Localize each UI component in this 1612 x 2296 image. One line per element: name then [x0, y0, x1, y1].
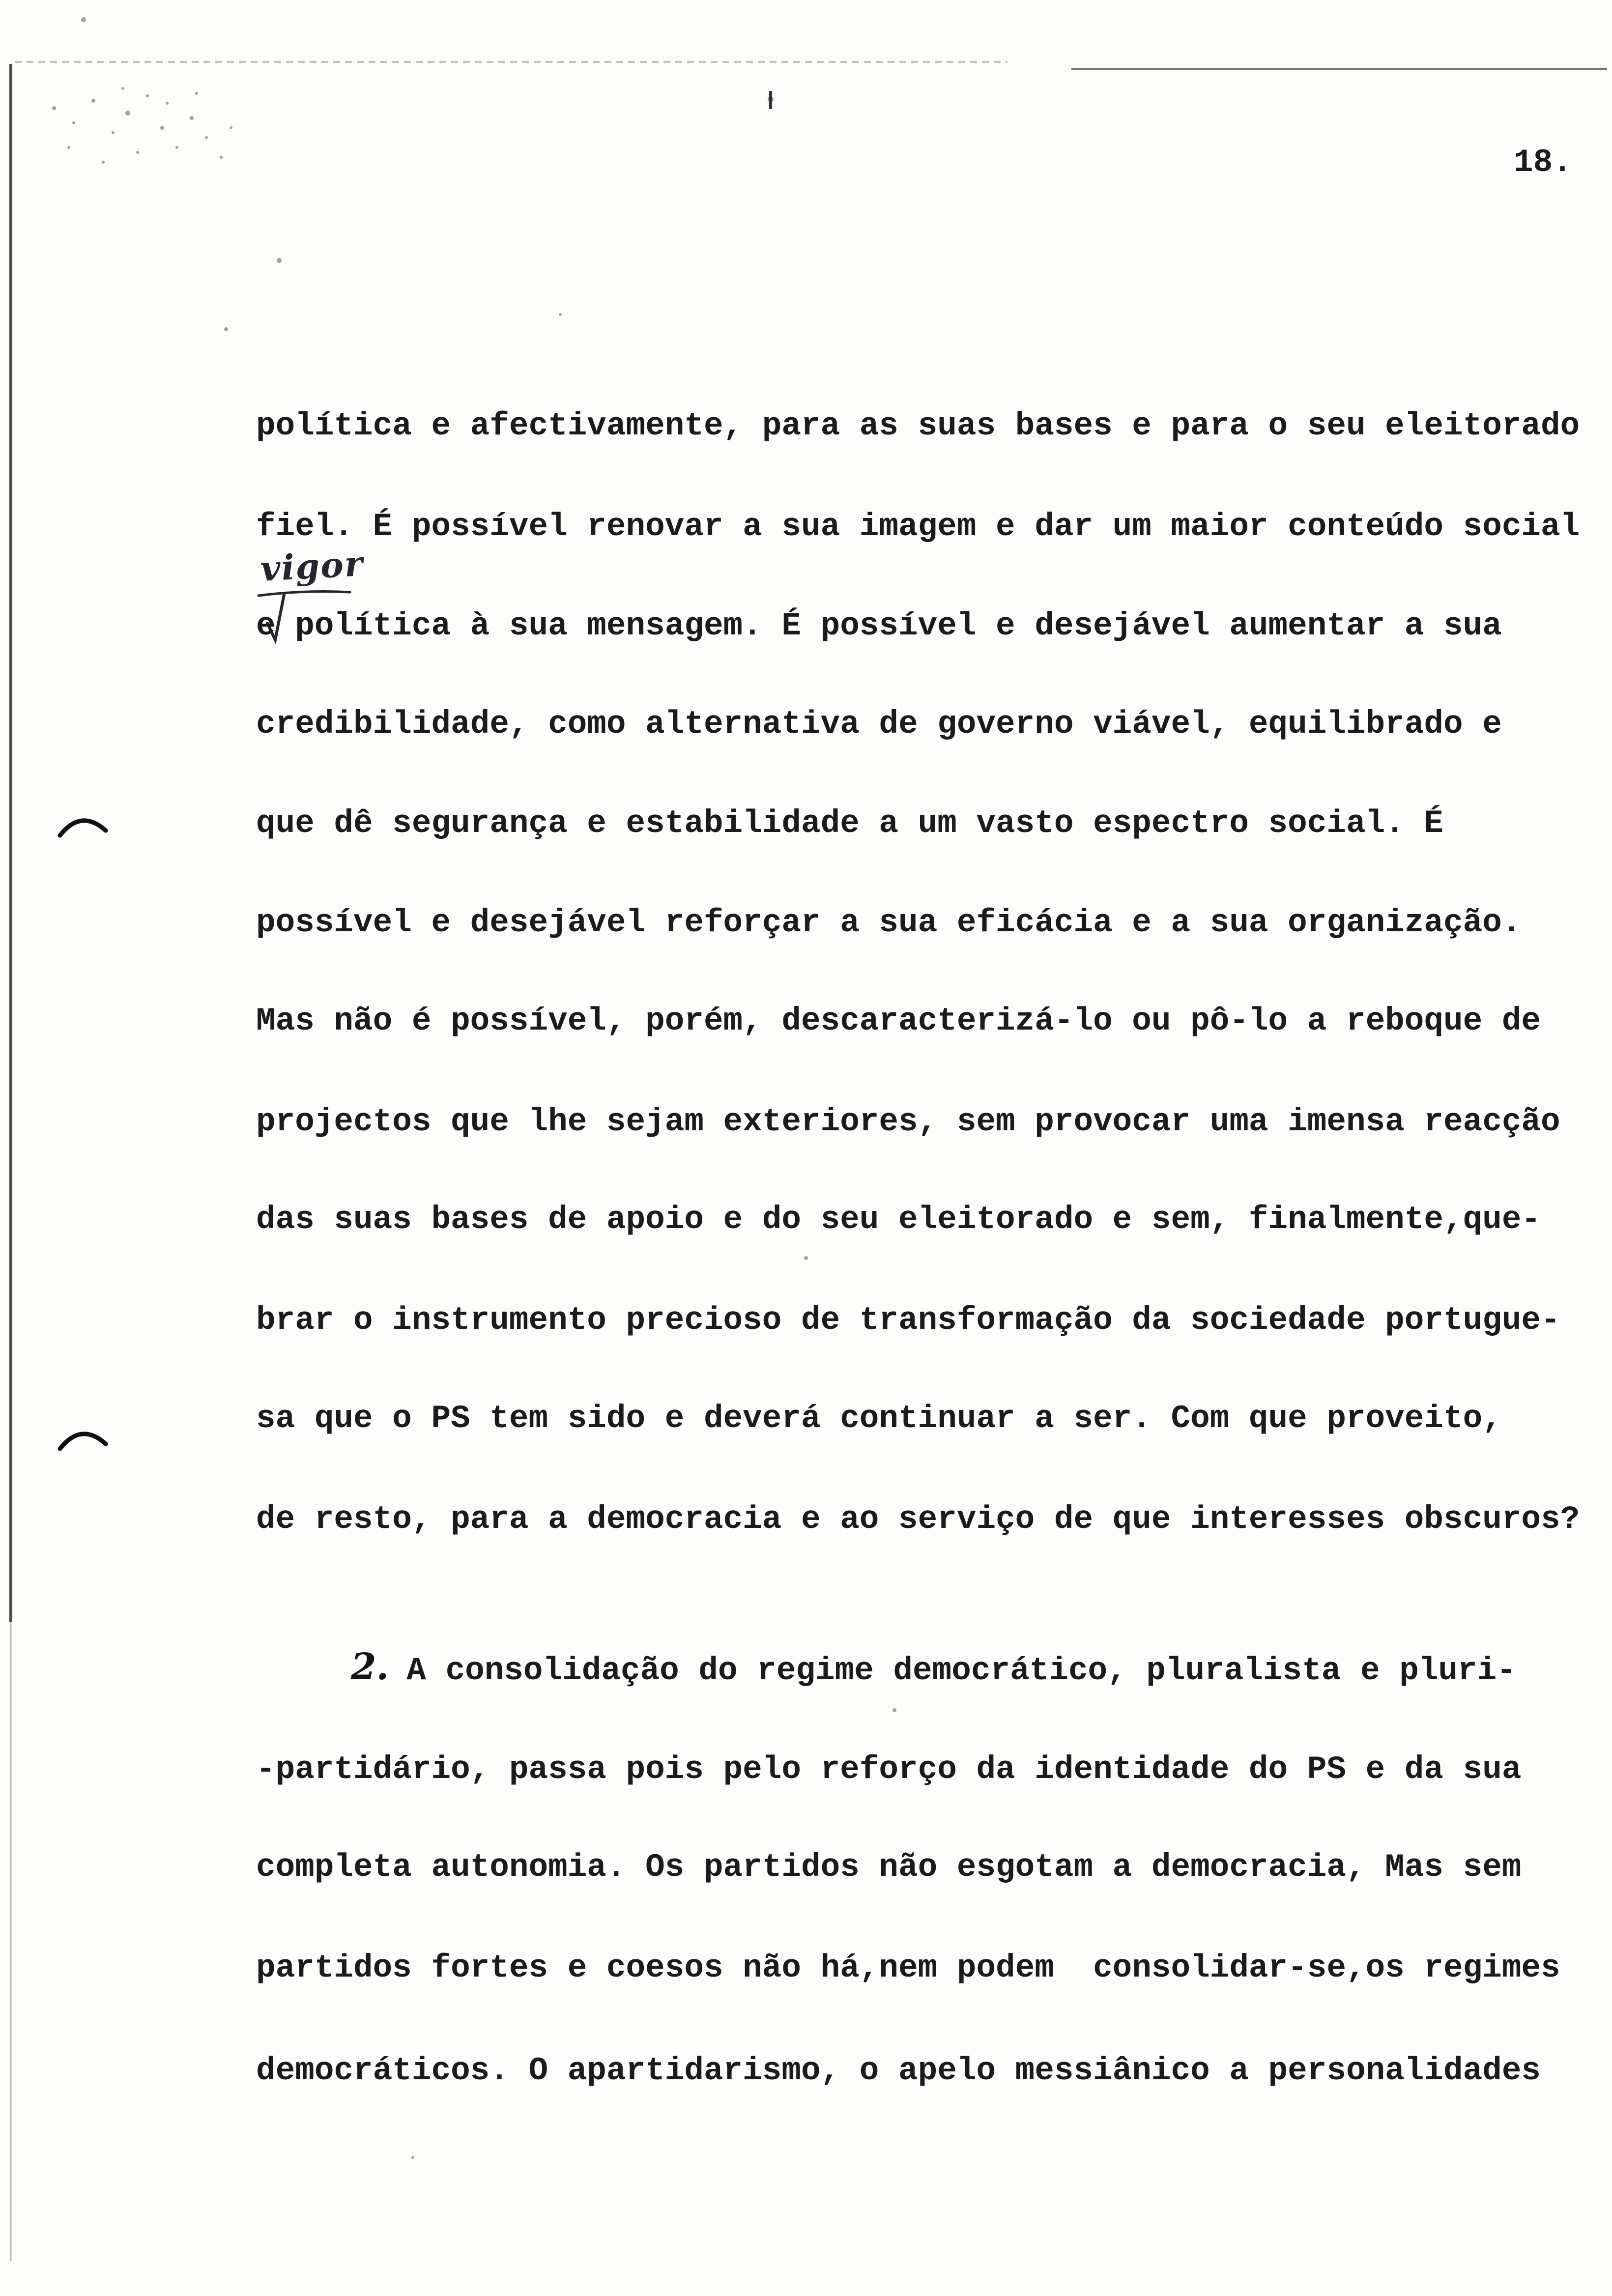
text-line: fiel. É possível renovar a sua imagem e dar um maior conteúdo social — [256, 508, 1580, 545]
text-line: possível e desejável reforçar a sua eficácia e a sua organização. — [256, 904, 1522, 941]
page-number: 18. — [1514, 144, 1572, 181]
text-line: Mas não é possível, porém, descaracterizá-lo ou pô-lo a reboque de — [256, 1003, 1541, 1039]
text-line: democráticos. O apartidarismo, o apelo messiânico a personalidades — [256, 2052, 1541, 2089]
insertion-underline-mark — [259, 592, 350, 596]
text-line: sa que o PS tem sido e deverá continuar a ser. Com que proveito, — [256, 1400, 1502, 1437]
text-line: política e afectivamente, para as suas bases e para o seu eleitorado — [256, 407, 1580, 444]
text-line: brar o instrumento precioso de transformação da sociedade portugue- — [256, 1302, 1560, 1339]
text-line: A consolidação do regime democrático, pluralista e pluri- — [406, 1652, 1516, 1689]
handwritten-insert: vigor — [259, 543, 365, 589]
section-number: 2. — [351, 1646, 389, 1688]
text-line: partidos fortes e coesos não há,nem podem consolidar-se,os regimes — [256, 1950, 1560, 1986]
text-line: que dê segurança e estabilidade a um vasto espectro social. É — [256, 805, 1443, 842]
text-line: credibilidade, como alternativa de governo viável, equilibrado e — [256, 706, 1502, 743]
text-line: e política à sua mensagem. É possível e desejável aumentar a sua — [256, 607, 1502, 644]
text-line: projectos que lhe sejam exteriores, sem provocar uma imensa reacção — [256, 1103, 1560, 1140]
text-line: das suas bases de apoio e do seu eleitorado e sem, finalmente,que- — [256, 1201, 1541, 1238]
text-line: -partidário, passa pois pelo reforço da identidade do PS e da sua — [256, 1751, 1522, 1788]
text-line: completa autonomia. Os partidos não esgotam a democracia, Mas sem — [256, 1849, 1522, 1886]
speckle-noise — [52, 17, 896, 2159]
punch-hole-mark-upper — [60, 821, 106, 835]
section-heading-line — [351, 1648, 1516, 1690]
punch-hole-mark-lower — [60, 1434, 106, 1449]
text-line: de resto, para a democracia e ao serviço de que interesses obscuros? — [256, 1501, 1580, 1538]
